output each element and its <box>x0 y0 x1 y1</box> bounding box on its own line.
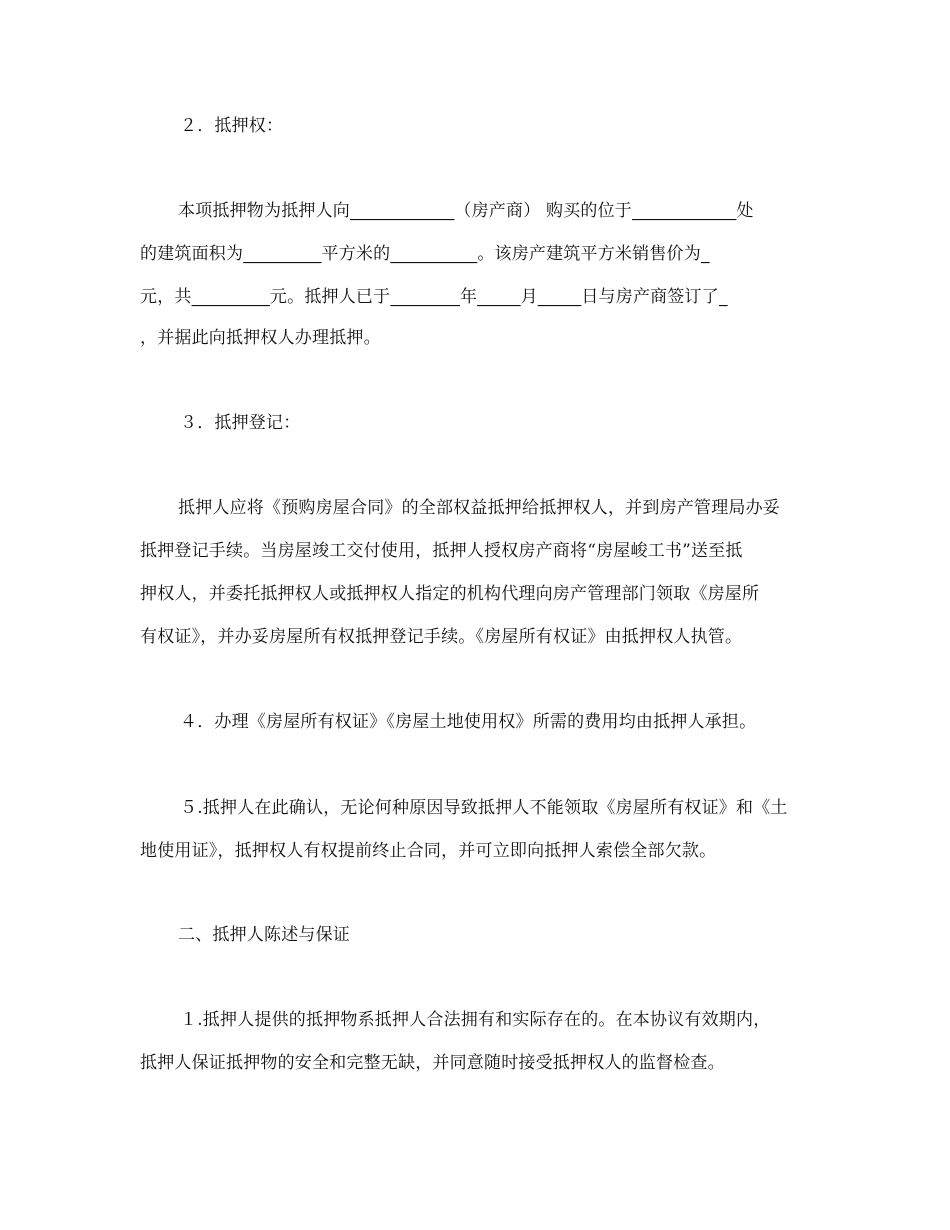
para1-line2 <box>140 243 710 265</box>
blank-contract: _ <box>718 287 728 307</box>
para1-line4: ，并据此向抵押权人办理抵押。 <box>140 328 381 348</box>
blank-month: _____ <box>477 287 521 307</box>
s2-item1-line1: １.抵押人提供的抵押物系抵押人合法拥有和实际存在的。在本协议有效期内， <box>180 1010 771 1030</box>
heading-mortgage-right: ２．抵押权： <box>180 116 284 136</box>
text: 元，共 <box>140 287 192 307</box>
blank-total: _________ <box>191 287 270 307</box>
para1-line1 <box>178 200 754 222</box>
text: 日与房产商签订了 <box>581 287 719 307</box>
text: 元。抵押人已于 <box>269 287 391 307</box>
item4: ４．办理《房屋所有权证》《房屋土地使用权》所需的费用均由抵押人承担。 <box>180 712 757 732</box>
item5-line1: ５.抵押人在此确认，无论何种原因导致抵押人不能领取《房屋所有权证》和《土 <box>180 798 788 818</box>
para2-line4: 有权证》，并办妥房屋所有权抵押登记手续。《房屋所有权证》由抵押权人执管。 <box>140 627 743 647</box>
para2-line3: 押权人，并委托抵押权人或抵押权人指定的机构代理向房产管理部门领取《房屋所 <box>140 584 760 604</box>
section2-heading: 二、抵押人陈述与保证 <box>178 925 350 945</box>
blank-location: ____________ <box>632 201 737 221</box>
blank-price: _ <box>700 244 710 264</box>
s2-item1-line2: 抵押人保证抵押物的安全和完整无缺，并同意随时接受抵押权人的监督检查。 <box>140 1053 725 1073</box>
para2-line2: 抵押登记手续。当房屋竣工交付使用，抵押人授权房产商将“房屋峻工书”送至抵 <box>140 541 743 561</box>
text: 的建筑面积为 <box>140 244 244 264</box>
text: 。该房产建筑平方米销售价为 <box>477 244 701 264</box>
text: 月 <box>520 287 538 307</box>
blank-area: _________ <box>243 244 322 264</box>
heading-registration: ３．抵押登记： <box>180 413 301 433</box>
para2-line1: 抵押人应将《预购房屋合同》的全部权益抵押给抵押权人，并到房产管理局办妥 <box>178 498 780 518</box>
text: 本项抵押物为抵押人向 <box>178 201 350 221</box>
text: （房产商） 购买的位于 <box>454 201 633 221</box>
blank-developer: ____________ <box>350 201 455 221</box>
text: 处 <box>736 201 754 221</box>
para1-line3 <box>140 286 728 308</box>
text: 平方米的 <box>321 244 391 264</box>
item5-line2: 地使用证》，抵押权人有权提前终止合同，并可立即向抵押人索偿全部欠款。 <box>140 841 717 861</box>
text: 年 <box>459 287 478 307</box>
blank-day: _____ <box>537 287 582 307</box>
blank-year: ________ <box>390 287 460 307</box>
blank-property: __________ <box>390 244 478 264</box>
